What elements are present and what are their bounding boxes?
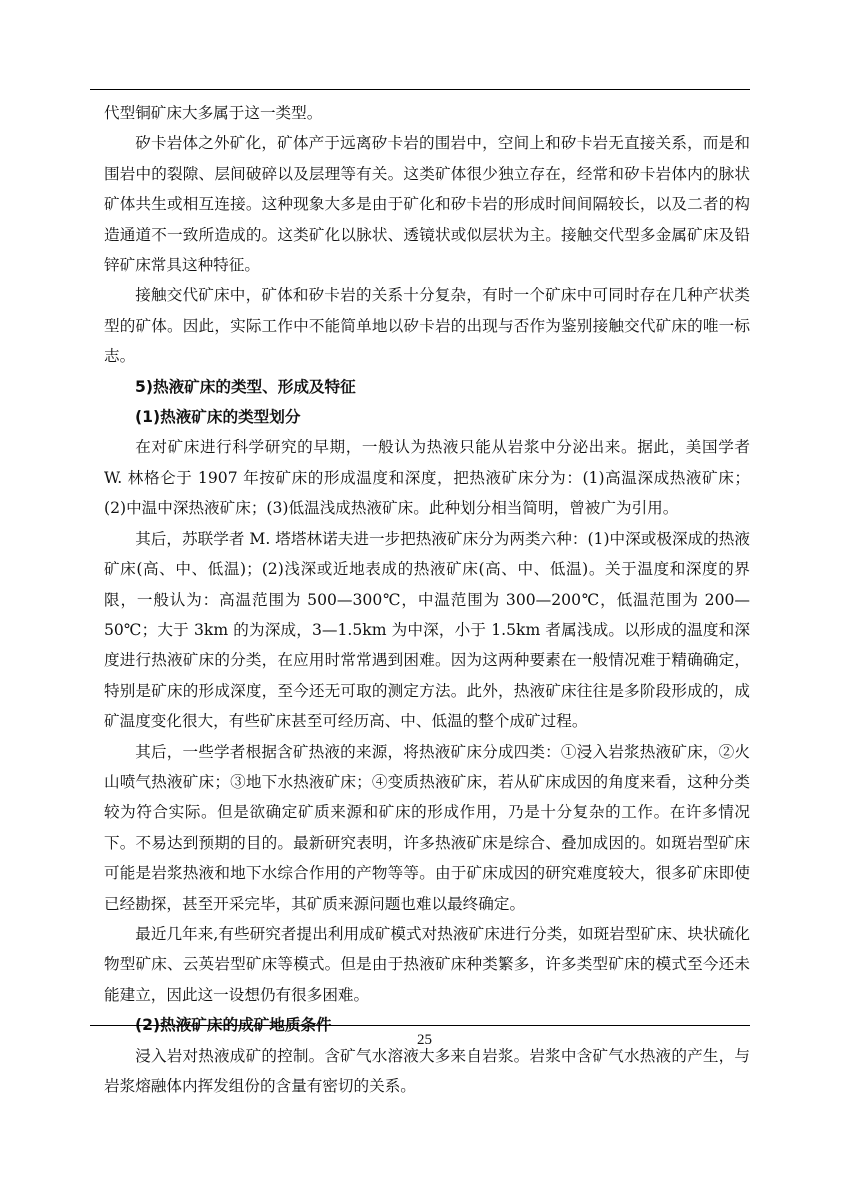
paragraph-6: 其后，一些学者根据含矿热液的来源，将热液矿床分成四类：①浸入岩浆热液矿床，②火山喷气热液矿床；③地下水热液矿床；④变质热液矿床，若从矿床成因的角度来看，这种分类较为符合实际。但是欲确定矿质来源和矿床的形成作用，乃是十分复杂的工作。在许多情况下。不易达到预期的目的。最新研究表明，许多热液矿床是综合、叠加成因的。如斑岩型矿床可能是岩浆热液和地下水综合作用的产物等等。由于矿床成因的研究难度较大，很多矿床即使已经勘探，甚至开采完毕，其矿质来源问题也难以最终确定。	[104, 742, 750, 913]
paragraph-7: 最近几年来,有些研究者提出利用成矿模式对热液矿床进行分类，如斑岩型矿床、块状硫化物型矿床、云英岩型矿床等模式。但是由于热液矿床种类繁多，许多类型矿床的模式至今还未能建立，因此这一设想仍有很多困难。	[104, 924, 750, 1004]
paragraph-3: 接触交代矿床中，矿体和矽卡岩的关系十分复杂，有时一个矿床中可同时存在几种产状类型的矿体。因此，实际工作中不能简单地以矽卡岩的出现与否作为鉴别接触交代矿床的唯一标志。	[104, 286, 750, 366]
page-number: 25	[417, 1032, 432, 1048]
paragraph-4: 在对矿床进行科学研究的早期，一般认为热液只能从岩浆中分泌出来。据此，美国学者 W. 林格仑于 1907 年按矿床的形成温度和深度，把热液矿床分为：(1)高温深成热液矿床；(2)中温中深热液矿床；(3)低温浅成热液矿床。此种划分相当简明，曾被广为引用。	[104, 438, 750, 518]
header-rule	[90, 89, 750, 90]
section-heading: 5)热液矿床的类型、形成及特征	[135, 377, 356, 396]
paragraph-5: 其后，苏联学者 M. 塔塔林诺夫进一步把热液矿床分为两类六种：(1)中深或极深成的热液矿床(高、中、低温)；(2)浅深或近地表成的热液矿床(高、中、低温)。关于温度和深度的界限，一般认为：高温范围为 500—300℃，中温范围为 300—200℃，低温范围为 200—50℃；大于 3km 的为深成，3—1.5km 为中深，小于 1.5km 者属浅成。以形成的温度和深度进行热液矿床的分类，在应用时常常遇到困难。因为这两种要素在一般情况难于精确确定，特别是矿床的形成深度，至今还无可取的测定方法。此外，热液矿床往往是多阶段形成的，成矿温度变化很大，有些矿床甚至可经历高、中、低温的整个成矿过程。	[104, 529, 750, 731]
subsection-heading-1: (1)热液矿床的类型划分	[135, 408, 301, 427]
paragraph-8: 浸入岩对热液成矿的控制。含矿气水溶液大多来自岩浆。岩浆中含矿气水热液的产生，与岩浆熔融体内挥发组份的含量有密切的关系。	[104, 1046, 750, 1095]
body-text	[104, 98, 750, 1101]
paragraph-1: 代型铜矿床大多属于这一类型。	[104, 104, 323, 122]
footer-rule	[90, 1025, 750, 1026]
paragraph-2: 矽卡岩体之外矿化，矿体产于远离矽卡岩的围岩中，空间上和矽卡岩无直接关系，而是和围岩中的裂隙、层间破碎以及层理等有关。这类矿体很少独立存在，经常和矽卡岩体内的脉状矿体共生或相互连接。这种现象大多是由于矿化和矽卡岩的形成时间间隔较长，以及二者的构造通道不一致所造成的。这类矿化以脉状、透镜状或似层状为主。接触交代型多金属矿床及铅锌矿床常具这种特征。	[104, 134, 750, 275]
subsection-heading-2: (2)热液矿床的成矿地质条件	[135, 1016, 332, 1035]
